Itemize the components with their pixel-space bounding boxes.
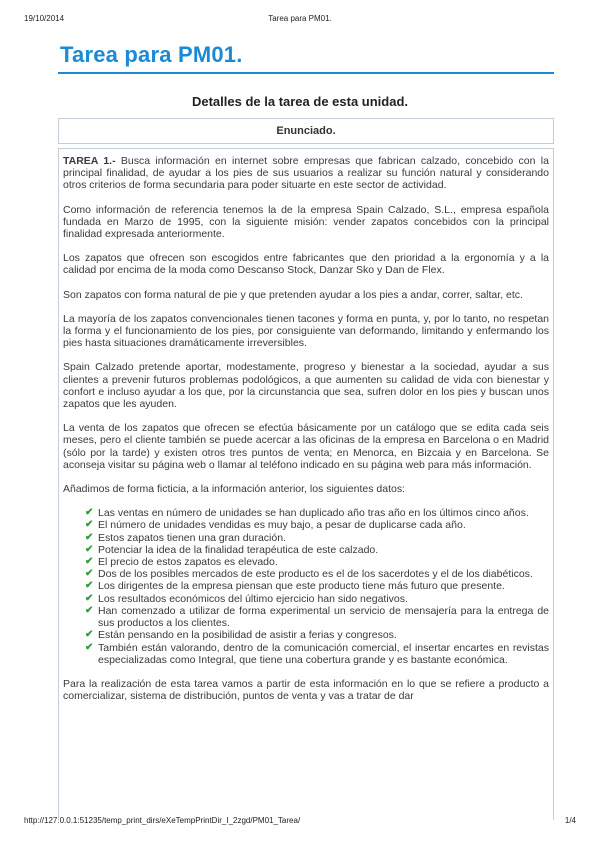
section-subtitle: Detalles de la tarea de esta unidad. <box>191 94 409 109</box>
check-icon: ✔ <box>85 568 94 580</box>
panel-heading-label: Enunciado. <box>276 125 336 137</box>
list-item <box>85 580 549 592</box>
check-icon: ✔ <box>85 592 94 604</box>
paragraph: Añadimos de forma ficticia, a la información anterior, los siguientes datos: <box>63 483 406 496</box>
check-icon: ✔ <box>85 556 94 568</box>
list-item-text: Los resultados económicos del último ejercicio han sido negativos. <box>98 592 408 605</box>
print-url: http://127.0.0.1:51235/temp_print_dirs/eXeTempPrintDir_I_2zgd/PM01_Tarea/ <box>24 816 301 825</box>
check-icon: ✔ <box>85 531 94 543</box>
data-list <box>63 507 549 666</box>
list-item <box>85 507 549 519</box>
check-icon: ✔ <box>85 629 94 641</box>
panel-heading <box>58 118 554 144</box>
print-footer <box>24 816 576 828</box>
list-item-text: El precio de estos zapatos es elevado. <box>98 556 278 569</box>
list-item-text: También están valorando, dentro de la comunicación comercial, el insertar encartes en revistas especializadas como Integral, que tiene una cobertura grande y es bastante económica. <box>98 641 549 666</box>
list-item <box>85 605 549 629</box>
list-item-text: Están pensando en la posibilidad de asistir a ferias y congresos. <box>98 629 397 642</box>
list-item <box>85 519 549 531</box>
check-icon: ✔ <box>85 507 94 519</box>
list-item <box>85 556 549 568</box>
page-number: 1/4 <box>564 816 576 825</box>
paragraph: Los zapatos que ofrecen son escogidos entre fabricantes que den prioridad a la ergonomía y a la calidad por encima de la moda como Descanso Stock, Danzar Sko y Dan de Flex. <box>63 252 549 277</box>
list-item <box>85 568 549 580</box>
check-icon: ✔ <box>85 580 94 592</box>
closing-paragraph: Para la realización de esta tarea vamos a partir de esta información en lo que se refiere a producto a comercializar, sistema de distribución, puntos de venta y vas a tratar de dar <box>63 677 549 703</box>
list-item-text: El número de unidades vendidas es muy bajo, a pesar de duplicarse cada año. <box>98 519 466 532</box>
intro-text: Busca información en internet sobre empresas que fabrican calzado, concebido con la principal finalidad, de ayudar a los pies de sus usuarios a realizar su función natural y considerando otros criterios de forma secundaria para poder situarte en este sector de actividad. <box>63 155 549 192</box>
list-item <box>85 544 549 556</box>
check-icon: ✔ <box>85 604 94 616</box>
paragraph: Spain Calzado pretende aportar, modestamente, progreso y bienestar a la sociedad, ayudar a sus clientes a prevenir futuros problemas podológicos, a que aumenten su calidad de vida con bienestar y confort e incluso ayudar a los que, por la circunstancia que sea, sufren dolor en los pies y buscan unos zapatos que les ayuden. <box>63 361 549 411</box>
list-item-text: Las ventas en número de unidades se han duplicado año tras año en los últimos cinco años. <box>98 507 529 520</box>
page-title: Tarea para PM01. <box>60 42 243 67</box>
list-item-text: Los dirigentes de la empresa piensan que este producto tiene más futuro que presente. <box>98 580 505 593</box>
check-icon: ✔ <box>85 543 94 555</box>
paragraph: Como información de referencia tenemos la de la empresa Spain Calzado, S.L., empresa española fundada en Marzo de 1995, con la siguiente misión: vender zapatos concebidos con la principal finalidad expresada anteriormente. <box>63 203 549 241</box>
print-page-title: Tarea para PM01. <box>268 14 332 23</box>
list-item <box>85 642 549 666</box>
list-item <box>85 532 549 544</box>
list-item <box>85 629 549 641</box>
list-item-text: Dos de los posibles mercados de este producto es el de los sacerdotes y el de los diabéticos. <box>98 568 533 581</box>
paragraph: La mayoría de los zapatos convencionales tienen tacones y forma en punta, y, por lo tanto, no respetan la forma y el funcionamiento de los pies, por consiguiente van deformando, limitando y enfermando los pies hasta situaciones dramáticamente irreversibles. <box>63 312 549 350</box>
print-date: 19/10/2014 <box>24 14 65 23</box>
list-item-text: Han comenzado a utilizar de forma experimental un servicio de mensajería para la entrega de sus productos a los clientes. <box>98 604 549 630</box>
list-item <box>85 593 549 605</box>
list-item-text: Potenciar la idea de la finalidad terapéutica de este calzado. <box>98 543 379 556</box>
check-icon: ✔ <box>85 641 94 653</box>
intro-paragraph <box>63 155 549 192</box>
list-item-text: Estos zapatos tienen una gran duración. <box>98 531 286 544</box>
check-icon: ✔ <box>85 519 94 531</box>
task-label: TAREA 1.- <box>63 155 116 167</box>
title-divider <box>58 72 554 74</box>
paragraph: Son zapatos con forma natural de pie y que pretenden ayudar a los pies a andar, correr, saltar, etc. <box>63 288 523 301</box>
task-statement <box>58 148 554 820</box>
paragraph: La venta de los zapatos que ofrecen se efectúa básicamente por un catálogo que se edita cada seis meses, pero el cliente también se puede acercar a las oficinas de la empresa en Barcelona o en Madrid (sólo por la tarde) y existen otros tres puntos de venta; en Menorca, en Bizcaia y en Barcelona. Se aconseja visitar su página web o llamar al teléfono indicado en su página web para más información. <box>63 422 549 471</box>
print-header <box>24 14 576 26</box>
